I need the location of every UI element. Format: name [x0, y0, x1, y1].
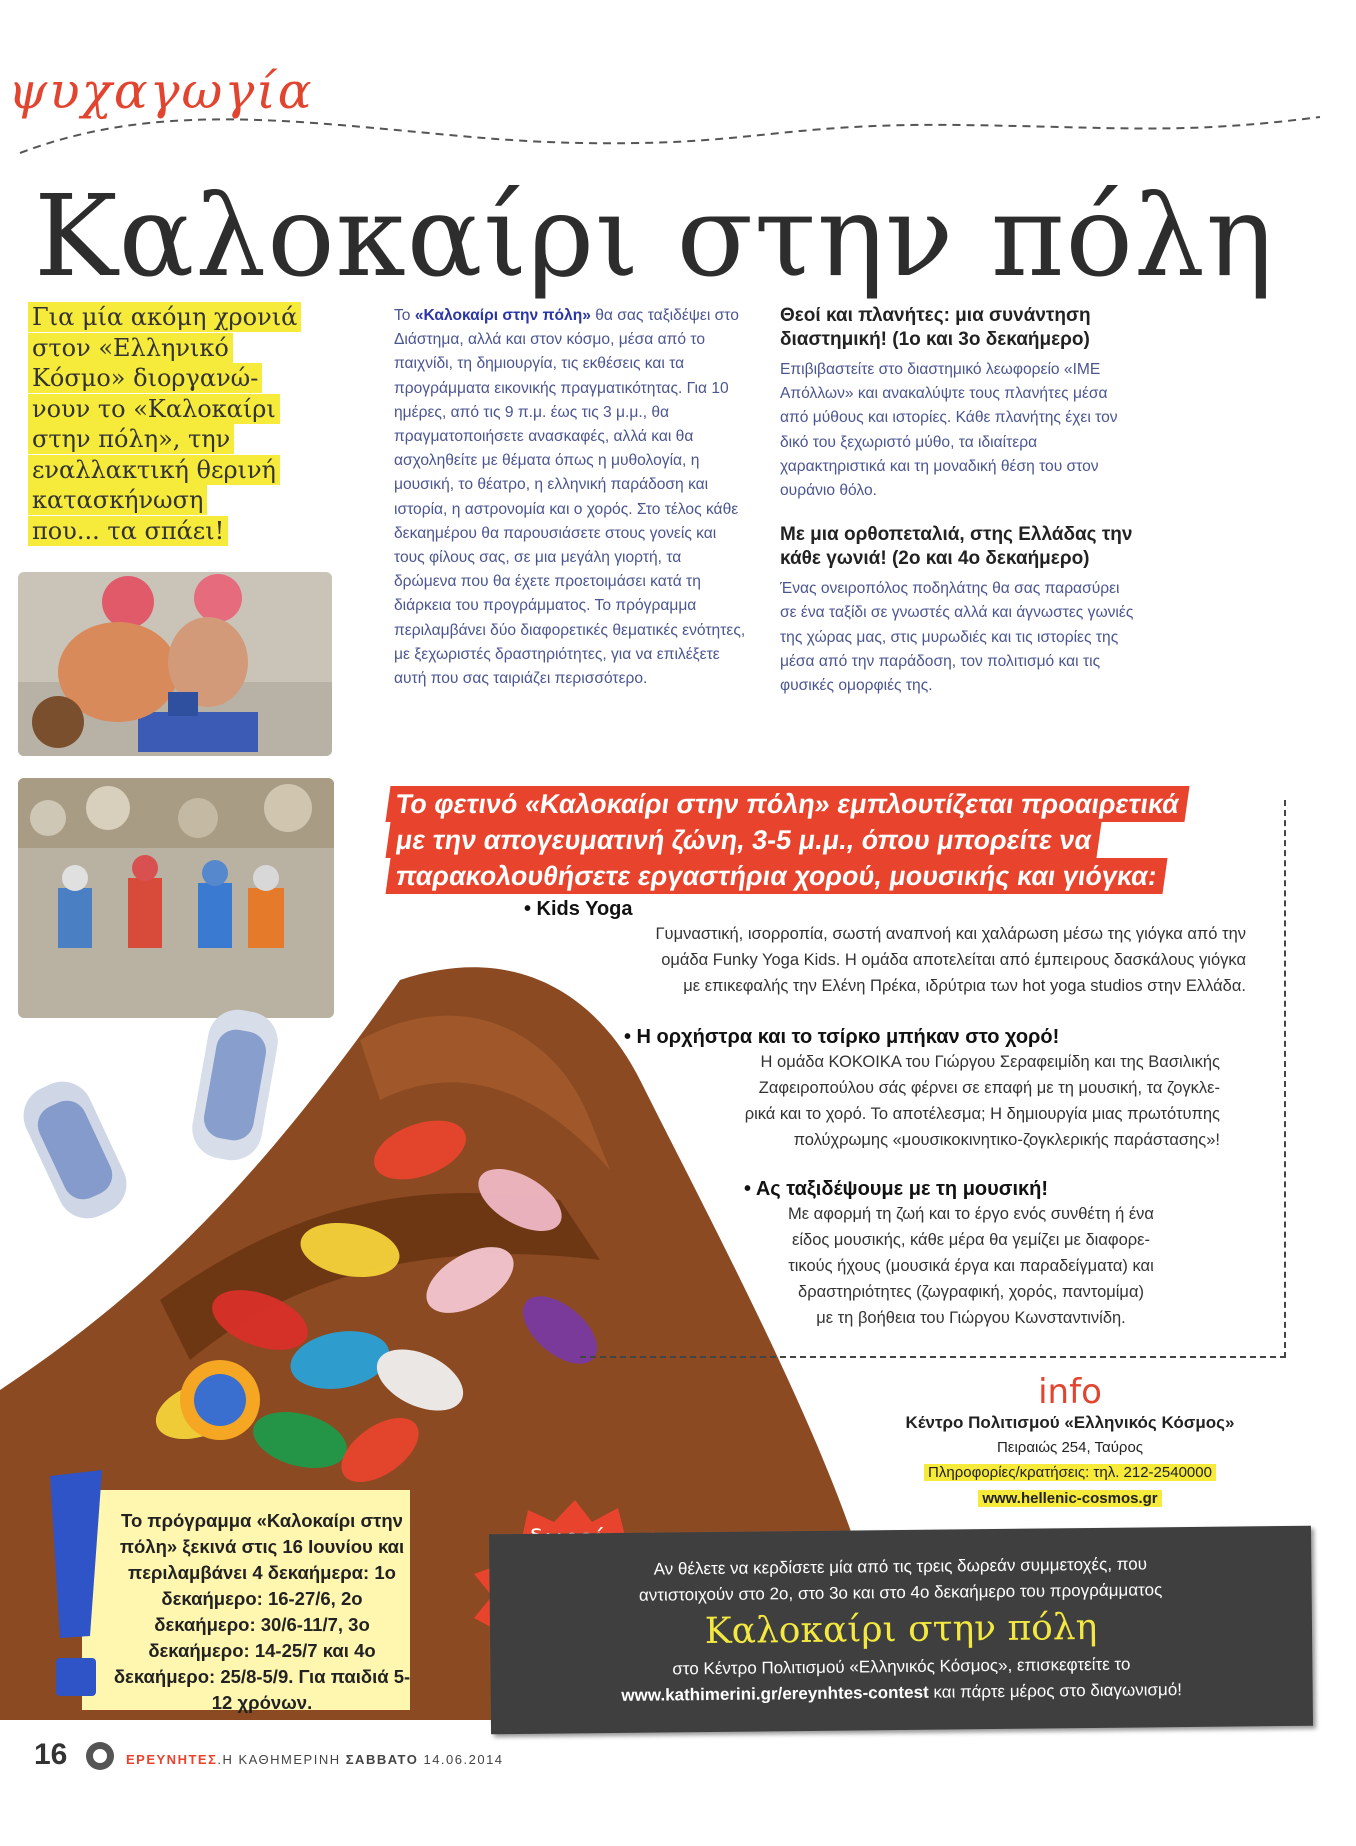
banner-line: Το φετινό «Καλοκαίρι στην πόλη» εμπλουτίζεται προαιρετικά: [385, 786, 1189, 822]
venue-name: Κέντρο Πολιτισμού «Ελληνικός Κόσμος»: [905, 1413, 1235, 1432]
footer-day: ΣΑΒΒΑΤΟ: [345, 1752, 419, 1767]
intro-line: κατασκήνωση: [28, 485, 328, 516]
venue-phone: Πληροφορίες/κρατήσεις: τηλ. 212-2540000: [924, 1464, 1216, 1481]
banner-line: παρακολουθήσετε εργαστήρια χορού, μουσικής και γιόγκα:: [385, 858, 1167, 894]
program-1-body: Επιβιβαστείτε στο διαστημικό λεωφορείο «ΙΜΕ Απόλλων» και ανακαλύψτε τους πλανήτες μέσα από μύθους και ιστορίες. Κάθε πλανήτης έχει τον δικό του ξεχωριστό μύθο, τα ιδιαίτερα χαρακτηριστικά και τη μοναδική θέση του στον ουράνιο θόλο.: [780, 361, 1118, 500]
info-heading: info: [1038, 1372, 1102, 1412]
workshop-kids-yoga: [520, 898, 1246, 999]
schedule-note: Το πρόγραμμα «Καλοκαίρι στην πόλη» ξεκινά στις 16 Ιουνίου και περιλαμβάνει 4 δεκαήμερα: 1ο δεκαήμερο: 16-27/6, 2ο δεκαήμερο: 30/6-11/7, 3ο δεκαήμερο: 14-25/7 και 4ο δεκαήμερο: 25/8-5/9. Για παιδιά 5-12 χρόνων.: [113, 1510, 411, 1713]
intro-text: [28, 302, 328, 546]
section-label: ψυχαγωγία: [8, 62, 314, 120]
exclamation-icon: [40, 1466, 110, 1706]
intro-line: νουν το «Καλοκαίρι: [28, 394, 328, 425]
intro-line: Κόσμο» διοργανώ-: [28, 363, 328, 394]
info-block: [860, 1374, 1280, 1512]
contest-line-1: Αν θέλετε να κερδίσετε μία από τις τρεις δωρεάν συμμετοχές, που: [653, 1554, 1148, 1579]
intro-line: Για μία ακόμη χρονιά: [28, 302, 328, 333]
program-2-title: Με μια ορθοπεταλιά, στης Ελλάδας την κάθε γωνιά! (2ο και 4ο δεκαήμερο): [780, 524, 1133, 570]
workshop-orchestra-circus: [620, 1026, 1220, 1153]
workshop-title: • Ας ταξιδέψουμε με τη μουσική!: [744, 1178, 1049, 1200]
program-1-title: Θεοί και πλανήτες: μια συνάντηση διαστημική! (1ο και 3ο δεκαήμερο): [780, 305, 1091, 350]
contest-line-3: στο Κέντρο Πολιτισμού «Ελληνικός Κόσμος», επισκεφτείτε το: [672, 1654, 1131, 1679]
workshop-body: Η ομάδα ΚΟΚΟΙΚΑ του Γιώργου Σεραφειμίδη και της Βασιλικής Ζαφειροπούλου σάς φέρνει σε επαφή με τη μουσική, τα ζογκλε- ρικά και το χορό. Το αποτέλεσμα; Η δημιουργία μιας πρωτότυπης πολύχρωμης «μουσικοκινητικο-ζογκλερικής παράστασης»!: [744, 1053, 1220, 1149]
contest-url[interactable]: www.kathimerini.gr/ereynhtes-contest: [621, 1682, 929, 1705]
workshop-body: Γυμναστική, ισορροπία, σωστή αναπνοή και χαλάρωση μέσω της γιόγκα από την ομάδα Funky Yoga Kids. Η ομάδα αποτελείται από έμπειρους δασκάλους γιόγκα με επικεφαλής την Ελένη Πρέκα, ιδρύτρια των hot yoga studios στην Ελλάδα.: [655, 925, 1246, 995]
contest-line-2: αντιστοιχούν στο 2ο, στο 3ο και στο 4ο δεκαήμερο του προγράμματος: [638, 1580, 1163, 1605]
intro-line: στον «Ελληνικό: [28, 333, 328, 364]
photo-kids-painting: [18, 572, 332, 756]
brand-logo-icon: [84, 1740, 116, 1772]
page-number: 16: [34, 1738, 68, 1771]
article-column-main: Το «Καλοκαίρι στην πόλη» θα σας ταξιδέψει στο Διάστημα, αλλά και στον κόσμο, μέσα από το παιχνίδι, τη δημιουργία, τις εκθέσεις και τα προγράμματα εικονικής πραγματικότητας. Για 10 ημέρες, από τις 9 π.μ. έως τις 3 μ.μ., θα πραγματοποιήσετε ανασκαφές, αλλά και θα ασχοληθείτε με θέματα όπως η μυθολογία, η μουσική, το θέατρο, η ελληνική παράδοση και ιστορία, η αστρονομία και ο χορός. Στο τέλος κάθε δεκαημέρου θα παρουσιάσετε στους γονείς και τους φίλους σας, σε μια μεγάλη γιορτή, τα δρώμενα που θα έχετε προετοιμάσει κατά τη διάρκεια του προγράμματος. Το πρόγραμμα περιλαμβάνει δύο διαφορετικές θεματικές ενότητες, με ξεχωριστές δραστηριότητες, για να επιλέξετε αυτή που σας ταιριάζει περισσότερο.: [394, 307, 746, 688]
workshop-title: • Η ορχήστρα και το τσίρκο μπήκαν στο χορό!: [624, 1026, 1060, 1048]
contest-box: [489, 1526, 1313, 1735]
article-column-programs: [780, 304, 1140, 698]
venue-address: Πειραιώς 254, Ταύρος: [996, 1439, 1144, 1456]
program-2-body: Ένας ονειροπόλος ποδηλάτης θα σας παρασύρει σε ένα ταξίδι σε γνωστές αλλά και άγνωστες γωνιές της χώρας μας, στις μυρωδιές και τις ιστορίες της μέσα από την παράδοση, τον πολιτισμό και τις φυσικές ομορφιές της.: [780, 580, 1134, 695]
wavy-divider: [0, 95, 1356, 165]
contest-line-4: www.kathimerini.gr/ereynhtes-contest και πάρτε μέρος στο διαγωνισμό!: [621, 1680, 1183, 1705]
page-title: Καλοκαίρι στην πόλη: [34, 172, 1274, 302]
highlight-title: «Καλοκαίρι στην πόλη»: [414, 307, 591, 324]
banner-line: με την απογευματινή ζώνη, 3-5 μ.μ., όπου μπορείτε να: [385, 822, 1101, 858]
footer-date: 14.06.2014: [423, 1752, 504, 1767]
footer-brand: ΕΡΕΥΝΗΤΕΣ: [126, 1752, 218, 1767]
footer-paper: .Η ΚΑΘΗΜΕΡΙΝΗ: [217, 1752, 341, 1767]
intro-line: στην πόλη», την: [28, 424, 328, 455]
workshop-music-journey: [740, 1178, 1202, 1331]
footer-line: [126, 1752, 504, 1767]
intro-line: εναλλακτική θερινή: [28, 455, 328, 486]
venue-website[interactable]: www.hellenic-cosmos.gr: [978, 1490, 1161, 1507]
contest-title: Καλοκαίρι στην πόλη: [704, 1606, 1098, 1653]
workshop-body: Με αφορμή τη ζωή και το έργο ενός συνθέτη ή ένα είδος μουσικής, κάθε μέρα θα γεμίζει με διαφορε- τικούς ήχους (μουσικά έργα και παραδείγματα) και δραστηριότητες (ζωγραφική, χορός, παντομίμα) με τη βοήθεια του Γιώργου Κωνσταντινίδη.: [788, 1205, 1154, 1327]
workshop-title: • Kids Yoga: [524, 898, 633, 920]
intro-line: που... τα σπάει!: [28, 516, 328, 547]
